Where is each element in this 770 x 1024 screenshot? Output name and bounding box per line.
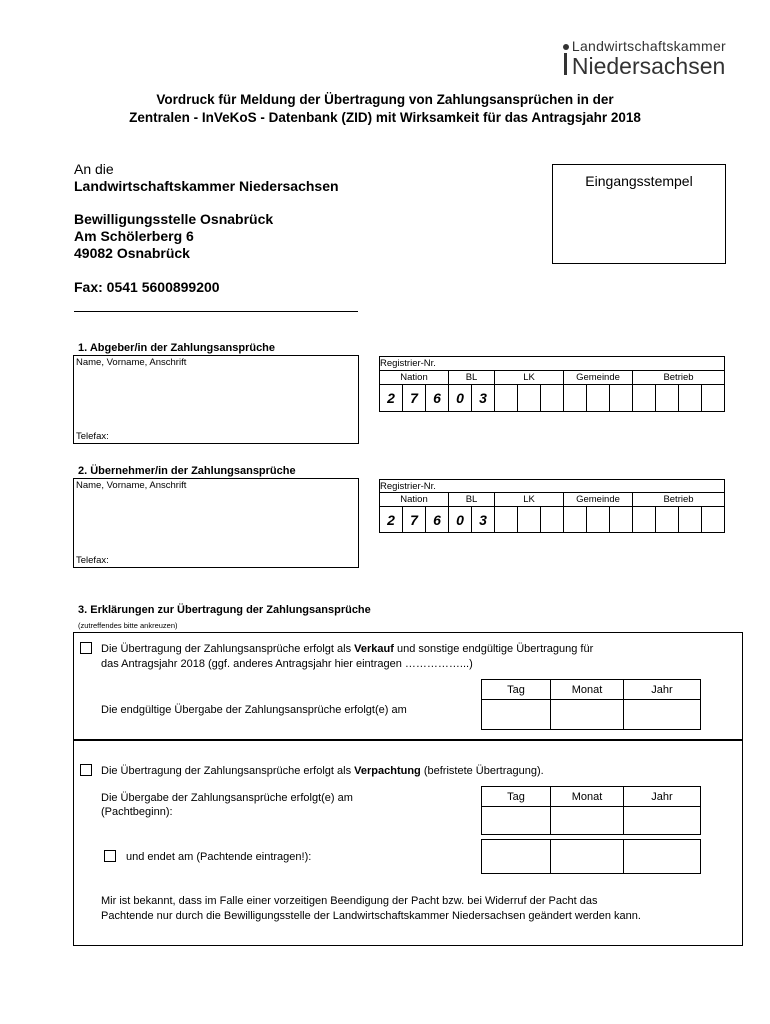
registry-label: Registrier-Nr. <box>380 480 725 493</box>
address-fax: Fax: 0541 5600899200 <box>74 279 220 295</box>
section1-name-label: Name, Vorname, Anschrift <box>76 357 187 368</box>
date-col-tag: Tag <box>482 680 551 700</box>
registry-cell[interactable] <box>518 507 541 533</box>
lease-end-table <box>481 839 701 874</box>
lease-end-day-field[interactable] <box>482 840 551 874</box>
sale-date-label: Die endgültige Übergabe der Zahlungsansprüche erfolgt(e) am <box>101 704 407 716</box>
stamp-label: Eingangsstempel <box>585 173 693 189</box>
sale-date-month-field[interactable] <box>551 700 624 730</box>
lease-start-year-field[interactable] <box>624 807 701 835</box>
registry-cell[interactable] <box>702 385 725 412</box>
form-title <box>0 91 770 127</box>
lease-text-bold: Verpachtung <box>354 765 421 777</box>
lease-start-table <box>481 786 701 835</box>
registry-digit: 7 <box>403 385 426 412</box>
registry-col-bl: BL <box>449 493 495 507</box>
section2-registry-table <box>379 479 725 533</box>
registry-col-lk: LK <box>495 493 564 507</box>
registry-cell[interactable] <box>541 385 564 412</box>
sale-text-bold: Verkauf <box>354 643 394 655</box>
sale-date-table <box>481 679 701 730</box>
address-street: Am Schölerberg 6 <box>74 228 194 244</box>
lease-start-label-2: (Pachtbeginn): <box>101 806 173 818</box>
lease-text <box>101 764 544 779</box>
sale-date-day-field[interactable] <box>482 700 551 730</box>
note-line2: Pachtende nur durch die Bewilligungsstelle der Landwirtschaftskammer Niedersachsen geändert werden kann. <box>101 910 641 922</box>
note-line1: Mir ist bekannt, dass im Falle einer vorzeitigen Beendigung der Pacht bzw. bei Widerruf der Pacht das <box>101 895 598 907</box>
date-col-monat: Monat <box>551 680 624 700</box>
registry-digit: 3 <box>472 507 495 533</box>
lease-end-month-field[interactable] <box>551 840 624 874</box>
address-an-die: An die <box>74 161 114 177</box>
registry-cell[interactable] <box>495 507 518 533</box>
section1-heading: 1. Abgeber/in der Zahlungsansprüche <box>78 342 276 354</box>
registry-digit: 0 <box>449 385 472 412</box>
date-col-tag: Tag <box>482 787 551 807</box>
section2-name-label: Name, Vorname, Anschrift <box>76 480 187 491</box>
registry-digit: 3 <box>472 385 495 412</box>
lease-end-year-field[interactable] <box>624 840 701 874</box>
stamp-box <box>552 164 726 264</box>
section3-heading: 3. Erklärungen zur Übertragung der Zahlungsansprüche <box>78 604 371 616</box>
registry-cell[interactable] <box>633 385 656 412</box>
logo-line1: Landwirtschaftskammer <box>571 38 726 54</box>
sale-text-post: und sonstige endgültige Übertragung für <box>393 643 594 655</box>
section2-name-box[interactable] <box>73 478 359 568</box>
lease-end-label: und endet am (Pachtende eintragen!): <box>126 851 312 863</box>
registry-cell[interactable] <box>541 507 564 533</box>
logo-dot <box>563 44 569 50</box>
section2-fax-label: Telefax: <box>76 555 109 566</box>
sale-text-pre: Die Übertragung der Zahlungsansprüche erfolgt als <box>101 643 355 655</box>
lease-checkbox[interactable] <box>80 764 92 776</box>
logo-line2: Niedersachsen <box>571 53 726 79</box>
registry-digit: 2 <box>380 507 403 533</box>
registry-digit: 6 <box>426 507 449 533</box>
registry-col-bl: BL <box>449 371 495 385</box>
sale-date-year-field[interactable] <box>624 700 701 730</box>
registry-cell[interactable] <box>610 385 633 412</box>
section3-subheading: (zutreffendes bitte ankreuzen) <box>78 621 178 630</box>
registry-cell[interactable] <box>587 507 610 533</box>
registry-digit: 6 <box>426 385 449 412</box>
date-col-jahr: Jahr <box>624 680 701 700</box>
registry-cell[interactable] <box>679 507 702 533</box>
title-line1: Vordruck für Meldung der Übertragung von Zahlungsansprüchen in der <box>156 92 614 107</box>
registry-col-gemeinde: Gemeinde <box>564 371 633 385</box>
section3-divider <box>73 739 743 741</box>
address-office: Bewilligungsstelle Osnabrück <box>74 211 274 227</box>
registry-col-betrieb: Betrieb <box>633 371 725 385</box>
registry-digit: 7 <box>403 507 426 533</box>
logo-bar <box>564 53 567 75</box>
registry-col-betrieb: Betrieb <box>633 493 725 507</box>
registry-cell[interactable] <box>587 385 610 412</box>
registry-cell[interactable] <box>495 385 518 412</box>
registry-digit: 2 <box>380 385 403 412</box>
date-col-monat: Monat <box>551 787 624 807</box>
logo <box>572 38 726 77</box>
registry-col-lk: LK <box>495 371 564 385</box>
title-line2: Zentralen - InVeKoS - Datenbank (ZID) mit Wirksamkeit für das Antragsjahr 2018 <box>129 110 641 125</box>
registry-label: Registrier-Nr. <box>380 357 725 371</box>
registry-cell[interactable] <box>656 507 679 533</box>
section1-fax-label: Telefax: <box>76 431 109 442</box>
sale-text-line2: das Antragsjahr 2018 (ggf. anderes Antragsjahr hier eintragen ……………...) <box>101 658 473 670</box>
lease-start-label-1: Die Übergabe der Zahlungsansprüche erfolgt(e) am <box>101 792 353 804</box>
lease-text-post: (befristete Übertragung). <box>420 765 544 777</box>
registry-cell[interactable] <box>679 385 702 412</box>
registry-cell[interactable] <box>518 385 541 412</box>
section2-heading: 2. Übernehmer/in der Zahlungsansprüche <box>78 465 296 477</box>
date-col-jahr: Jahr <box>624 787 701 807</box>
address-city: 49082 Osnabrück <box>74 245 190 261</box>
lease-start-day-field[interactable] <box>482 807 551 835</box>
address-org: Landwirtschaftskammer Niedersachsen <box>74 178 339 194</box>
registry-digit: 0 <box>449 507 472 533</box>
sale-checkbox[interactable] <box>80 642 92 654</box>
registry-cell[interactable] <box>633 507 656 533</box>
registry-cell[interactable] <box>656 385 679 412</box>
registry-cell[interactable] <box>564 507 587 533</box>
sale-text-line1 <box>101 642 593 657</box>
registry-col-gemeinde: Gemeinde <box>564 493 633 507</box>
lease-start-month-field[interactable] <box>551 807 624 835</box>
address-underline <box>74 311 358 312</box>
registry-cell[interactable] <box>610 507 633 533</box>
lease-text-pre: Die Übertragung der Zahlungsansprüche erfolgt als <box>101 765 355 777</box>
registry-col-nation: Nation <box>380 493 449 507</box>
section1-registry-table <box>379 356 725 412</box>
registry-cell[interactable] <box>564 385 587 412</box>
section1-name-box[interactable] <box>73 355 359 444</box>
lease-end-checkbox[interactable] <box>104 850 116 862</box>
registry-col-nation: Nation <box>380 371 449 385</box>
registry-cell[interactable] <box>702 507 725 533</box>
